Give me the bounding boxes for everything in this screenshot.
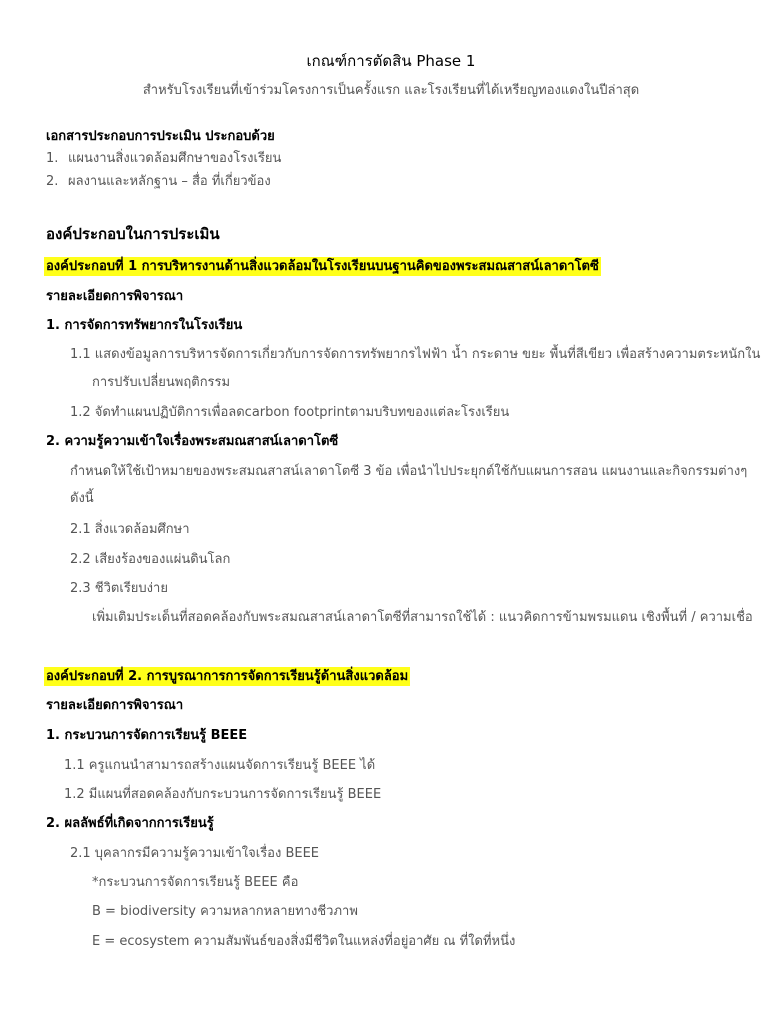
c1-s2-intro-line1: กำหนดให้ใช้เป้าหมายของพระสมณสาสน์เลาดาโตซี 3 ข้อ เพื่อนำไปประยุกต์ใช้กับแผนการสอน แผนงานและกิจกรรมต่างๆ bbox=[70, 464, 748, 479]
component2-title-highlight: องค์ประกอบที่ 2. การบูรณาการการจัดการเรียนรู้ด้านสิ่งแวดล้อม bbox=[46, 669, 409, 684]
document-item-text: แผนงานสิ่งแวดล้อมศึกษาของโรงเรียน bbox=[68, 151, 282, 166]
c2-s2-b-definition: B = biodiversity ความหลากหลายทางชีวภาพ bbox=[92, 904, 358, 919]
document-item bbox=[46, 150, 281, 168]
component1-title bbox=[44, 258, 601, 276]
c2-section1-heading: 1. กระบวนการจัดการเรียนรู้ BEEE bbox=[46, 728, 248, 743]
page-title: เกณฑ์การตัดสิน Phase 1 bbox=[306, 52, 476, 70]
c1-s2-extra: เพิ่มเติมประเด็นที่สอดคล้องกับพระสมณสาสน์เลาดาโตซีที่สามารถใช้ได้ : แนวคิดการข้ามพรมแดน เชิงพื้นที่ / ความเชื่อ bbox=[92, 610, 753, 625]
document-item-number: 1. bbox=[46, 151, 59, 166]
component2-details-label: รายละเอียดการพิจารณา bbox=[46, 698, 184, 713]
documents-heading: เอกสารประกอบการประเมิน ประกอบด้วย bbox=[46, 129, 275, 144]
c1-s1-item1-line1: 1.1 แสดงข้อมูลการบริหารจัดการเกี่ยวกับการจัดการทรัพยากรไฟฟ้า น้ำ กระดาษ ขยะ พื้นที่สีเขียว เพื่อสร้างความตระหนักใน bbox=[70, 347, 761, 362]
c1-section1-heading: 1. การจัดการทรัพยากรในโรงเรียน bbox=[46, 318, 243, 333]
c2-s1-item1: 1.1 ครูแกนนำสามารถสร้างแผนจัดการเรียนรู้ BEEE ได้ bbox=[64, 758, 376, 773]
c1-s2-item1: 2.1 สิ่งแวดล้อมศึกษา bbox=[70, 522, 190, 537]
page-subtitle: สำหรับโรงเรียนที่เข้าร่วมโครงการเป็นครั้งแรก และโรงเรียนที่ได้เหรียญทองแดงในปีล่าสุด bbox=[142, 83, 640, 98]
c1-s2-intro-line2: ดังนี้ bbox=[70, 491, 94, 506]
document-item bbox=[46, 173, 271, 191]
c1-section2-heading: 2. ความรู้ความเข้าใจเรื่องพระสมณสาสน์เลาดาโตซี bbox=[46, 434, 339, 449]
component2-title bbox=[44, 668, 410, 686]
component1-details-label: รายละเอียดการพิจารณา bbox=[46, 289, 184, 304]
c2-s2-item1: 2.1 บุคลากรมีความรู้ความเข้าใจเรื่อง BEEE bbox=[70, 846, 320, 861]
c1-s2-item2: 2.2 เสียงร้องของแผ่นดินโลก bbox=[70, 552, 231, 567]
c1-s1-item1-line2: การปรับเปลี่ยนพฤติกรรม bbox=[92, 375, 231, 390]
components-heading: องค์ประกอบในการประเมิน bbox=[46, 225, 220, 243]
c2-s2-e-definition: E = ecosystem ความสัมพันธ์ของสิ่งมีชีวิตในแหล่งที่อยู่อาศัย ณ ที่ใดที่หนึ่ง bbox=[92, 934, 516, 949]
c2-s2-note: *กระบวนการจัดการเรียนรู้ BEEE คือ bbox=[92, 875, 299, 890]
document-item-number: 2. bbox=[46, 174, 59, 189]
c1-s1-item2: 1.2 จัดทำแผนปฏิบัติการเพื่อลดcarbon footprintตามบริบทของแต่ละโรงเรียน bbox=[70, 405, 510, 420]
document-item-text: ผลงานและหลักฐาน – สื่อ ที่เกี่ยวข้อง bbox=[68, 174, 271, 189]
c1-s2-item3: 2.3 ชีวิตเรียบง่าย bbox=[70, 581, 168, 596]
c2-section2-heading: 2. ผลลัพธ์ที่เกิดจากการเรียนรู้ bbox=[46, 816, 214, 831]
c2-s1-item2: 1.2 มีแผนที่สอดคล้องกับกระบวนการจัดการเรียนรู้ BEEE bbox=[64, 787, 382, 802]
component1-title-highlight: องค์ประกอบที่ 1 การบริหารงานด้านสิ่งแวดล้อมในโรงเรียนบนฐานคิดของพระสมณสาสน์เลาดาโตซี bbox=[46, 259, 599, 274]
